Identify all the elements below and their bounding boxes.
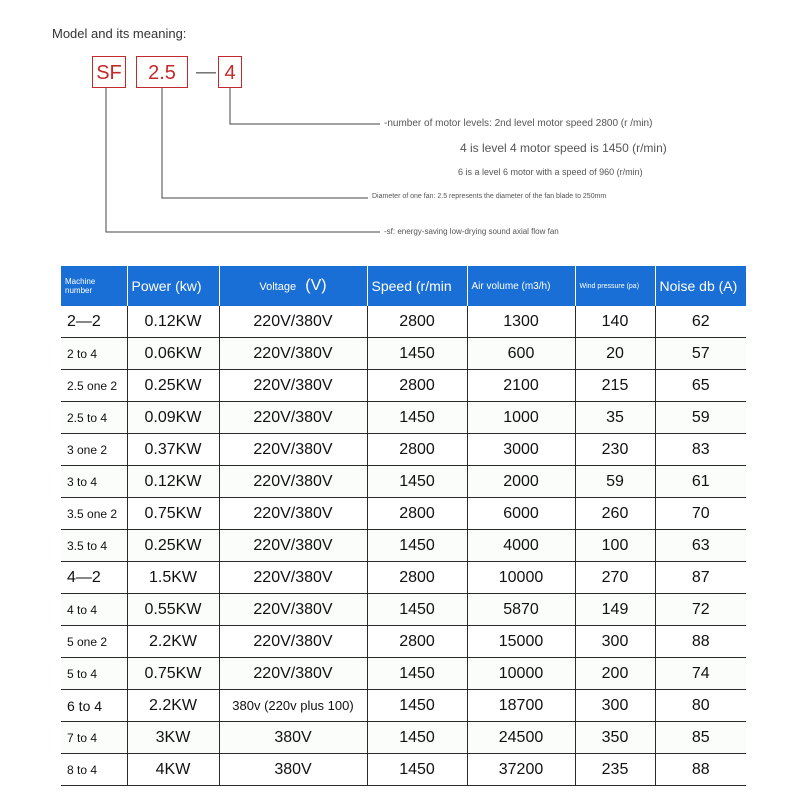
table-row bbox=[61, 722, 746, 754]
note-level-4: 4 is level 4 motor speed is 1450 (r/min) bbox=[460, 141, 667, 155]
model-code-separator: — bbox=[196, 61, 216, 83]
cell-noise: 87 bbox=[655, 562, 746, 594]
cell-voltage: 220V/380V bbox=[219, 562, 367, 594]
cell-noise: 83 bbox=[655, 434, 746, 466]
callout-lines bbox=[0, 0, 800, 260]
cell-power: 1.5KW bbox=[127, 562, 219, 594]
cell-air-volume: 15000 bbox=[467, 626, 575, 658]
cell-air-volume: 4000 bbox=[467, 530, 575, 562]
cell-speed: 2800 bbox=[367, 562, 467, 594]
cell-power: 0.37KW bbox=[127, 434, 219, 466]
cell-speed: 1450 bbox=[367, 658, 467, 690]
cell-wind-pressure: 140 bbox=[575, 306, 655, 338]
cell-power: 0.09KW bbox=[127, 402, 219, 434]
cell-noise: 72 bbox=[655, 594, 746, 626]
cell-model: 3 to 4 bbox=[61, 466, 127, 498]
table-row bbox=[61, 466, 746, 498]
cell-power: 0.75KW bbox=[127, 658, 219, 690]
section-heading: Model and its meaning: bbox=[52, 26, 187, 41]
cell-speed: 2800 bbox=[367, 370, 467, 402]
cell-wind-pressure: 100 bbox=[575, 530, 655, 562]
cell-voltage: 220V/380V bbox=[219, 466, 367, 498]
cell-voltage: 220V/380V bbox=[219, 306, 367, 338]
header-wind-pressure: Wind pressure (pa) bbox=[575, 266, 655, 306]
cell-model: 3.5 one 2 bbox=[61, 498, 127, 530]
cell-air-volume: 37200 bbox=[467, 754, 575, 786]
cell-air-volume: 10000 bbox=[467, 562, 575, 594]
cell-power: 0.12KW bbox=[127, 466, 219, 498]
table-row bbox=[61, 402, 746, 434]
model-code-series: SF bbox=[92, 56, 126, 88]
table-row bbox=[61, 338, 746, 370]
cell-speed: 1450 bbox=[367, 690, 467, 722]
header-machine-number: Machine number bbox=[61, 266, 127, 306]
cell-voltage: 380V bbox=[219, 722, 367, 754]
cell-wind-pressure: 200 bbox=[575, 658, 655, 690]
cell-power: 0.55KW bbox=[127, 594, 219, 626]
cell-voltage: 220V/380V bbox=[219, 434, 367, 466]
cell-voltage: 220V/380V bbox=[219, 498, 367, 530]
cell-model: 4—2 bbox=[61, 562, 127, 594]
cell-speed: 1450 bbox=[367, 466, 467, 498]
cell-speed: 1450 bbox=[367, 754, 467, 786]
cell-speed: 2800 bbox=[367, 434, 467, 466]
table-row bbox=[61, 754, 746, 786]
table-row bbox=[61, 658, 746, 690]
cell-speed: 1450 bbox=[367, 530, 467, 562]
cell-voltage: 220V/380V bbox=[219, 594, 367, 626]
cell-wind-pressure: 149 bbox=[575, 594, 655, 626]
cell-wind-pressure: 350 bbox=[575, 722, 655, 754]
cell-model: 4 to 4 bbox=[61, 594, 127, 626]
cell-noise: 88 bbox=[655, 626, 746, 658]
table-row bbox=[61, 530, 746, 562]
cell-wind-pressure: 300 bbox=[575, 626, 655, 658]
cell-air-volume: 2100 bbox=[467, 370, 575, 402]
fan-spec-table bbox=[61, 266, 746, 786]
note-sf-series: -sf: energy-saving low-drying sound axial flow fan bbox=[384, 227, 559, 236]
cell-model: 3 one 2 bbox=[61, 434, 127, 466]
cell-noise: 65 bbox=[655, 370, 746, 402]
cell-air-volume: 1000 bbox=[467, 402, 575, 434]
table-row bbox=[61, 434, 746, 466]
cell-air-volume: 6000 bbox=[467, 498, 575, 530]
cell-model: 2—2 bbox=[61, 306, 127, 338]
table-row bbox=[61, 626, 746, 658]
cell-air-volume: 24500 bbox=[467, 722, 575, 754]
cell-wind-pressure: 215 bbox=[575, 370, 655, 402]
cell-noise: 57 bbox=[655, 338, 746, 370]
cell-noise: 62 bbox=[655, 306, 746, 338]
header-power: Power (kw) bbox=[127, 266, 219, 306]
table-row bbox=[61, 562, 746, 594]
table-row bbox=[61, 306, 746, 338]
cell-voltage: 220V/380V bbox=[219, 530, 367, 562]
note-motor-levels: -number of motor levels: 2nd level motor speed 2800 (r /min) bbox=[384, 118, 653, 129]
cell-model: 3.5 to 4 bbox=[61, 530, 127, 562]
cell-power: 2.2KW bbox=[127, 626, 219, 658]
cell-voltage: 380V bbox=[219, 754, 367, 786]
cell-air-volume: 2000 bbox=[467, 466, 575, 498]
cell-air-volume: 1300 bbox=[467, 306, 575, 338]
cell-speed: 1450 bbox=[367, 402, 467, 434]
cell-speed: 2800 bbox=[367, 626, 467, 658]
cell-model: 2.5 one 2 bbox=[61, 370, 127, 402]
header-noise: Noise db (A) bbox=[655, 266, 746, 306]
cell-noise: 59 bbox=[655, 402, 746, 434]
cell-power: 2.2KW bbox=[127, 690, 219, 722]
table-row bbox=[61, 370, 746, 402]
cell-voltage: 220V/380V bbox=[219, 658, 367, 690]
cell-air-volume: 3000 bbox=[467, 434, 575, 466]
cell-power: 0.25KW bbox=[127, 530, 219, 562]
cell-model: 5 one 2 bbox=[61, 626, 127, 658]
header-air-volume: Air volume (m3/h) bbox=[467, 266, 575, 306]
cell-model: 2.5 to 4 bbox=[61, 402, 127, 434]
cell-noise: 74 bbox=[655, 658, 746, 690]
cell-air-volume: 600 bbox=[467, 338, 575, 370]
cell-speed: 1450 bbox=[367, 722, 467, 754]
cell-wind-pressure: 230 bbox=[575, 434, 655, 466]
cell-voltage: 220V/380V bbox=[219, 338, 367, 370]
cell-speed: 1450 bbox=[367, 338, 467, 370]
cell-wind-pressure: 300 bbox=[575, 690, 655, 722]
cell-model: 5 to 4 bbox=[61, 658, 127, 690]
header-voltage-unit: (V) bbox=[305, 277, 327, 294]
header-voltage bbox=[219, 266, 367, 306]
table-row bbox=[61, 594, 746, 626]
table-row bbox=[61, 498, 746, 530]
cell-voltage: 380v (220v plus 100) bbox=[219, 690, 367, 722]
cell-voltage: 220V/380V bbox=[219, 626, 367, 658]
cell-noise: 80 bbox=[655, 690, 746, 722]
cell-air-volume: 10000 bbox=[467, 658, 575, 690]
cell-speed: 2800 bbox=[367, 498, 467, 530]
header-voltage-label: Voltage bbox=[259, 281, 297, 293]
cell-noise: 61 bbox=[655, 466, 746, 498]
cell-air-volume: 5870 bbox=[467, 594, 575, 626]
cell-wind-pressure: 20 bbox=[575, 338, 655, 370]
note-level-6: 6 is a level 6 motor with a speed of 960 (r/min) bbox=[458, 167, 643, 177]
cell-power: 3KW bbox=[127, 722, 219, 754]
cell-noise: 63 bbox=[655, 530, 746, 562]
cell-model: 8 to 4 bbox=[61, 754, 127, 786]
note-diameter: Diameter of one fan: 2.5 represents the diameter of the fan blade to 250mm bbox=[372, 193, 607, 200]
cell-wind-pressure: 35 bbox=[575, 402, 655, 434]
table-row bbox=[61, 690, 746, 722]
cell-power: 0.75KW bbox=[127, 498, 219, 530]
cell-power: 0.12KW bbox=[127, 306, 219, 338]
cell-noise: 85 bbox=[655, 722, 746, 754]
cell-wind-pressure: 59 bbox=[575, 466, 655, 498]
cell-wind-pressure: 270 bbox=[575, 562, 655, 594]
header-speed: Speed (r/min bbox=[367, 266, 467, 306]
model-code-diameter: 2.5 bbox=[136, 56, 188, 88]
cell-voltage: 220V/380V bbox=[219, 370, 367, 402]
model-code-poles: 4 bbox=[218, 56, 242, 88]
cell-model: 6 to 4 bbox=[61, 690, 127, 722]
cell-wind-pressure: 235 bbox=[575, 754, 655, 786]
cell-model: 7 to 4 bbox=[61, 722, 127, 754]
cell-power: 4KW bbox=[127, 754, 219, 786]
cell-power: 0.06KW bbox=[127, 338, 219, 370]
cell-model: 2 to 4 bbox=[61, 338, 127, 370]
cell-air-volume: 18700 bbox=[467, 690, 575, 722]
cell-voltage: 220V/380V bbox=[219, 402, 367, 434]
cell-speed: 1450 bbox=[367, 594, 467, 626]
cell-noise: 70 bbox=[655, 498, 746, 530]
cell-wind-pressure: 260 bbox=[575, 498, 655, 530]
cell-power: 0.25KW bbox=[127, 370, 219, 402]
table-header-row bbox=[61, 266, 746, 306]
cell-noise: 88 bbox=[655, 754, 746, 786]
cell-speed: 2800 bbox=[367, 306, 467, 338]
